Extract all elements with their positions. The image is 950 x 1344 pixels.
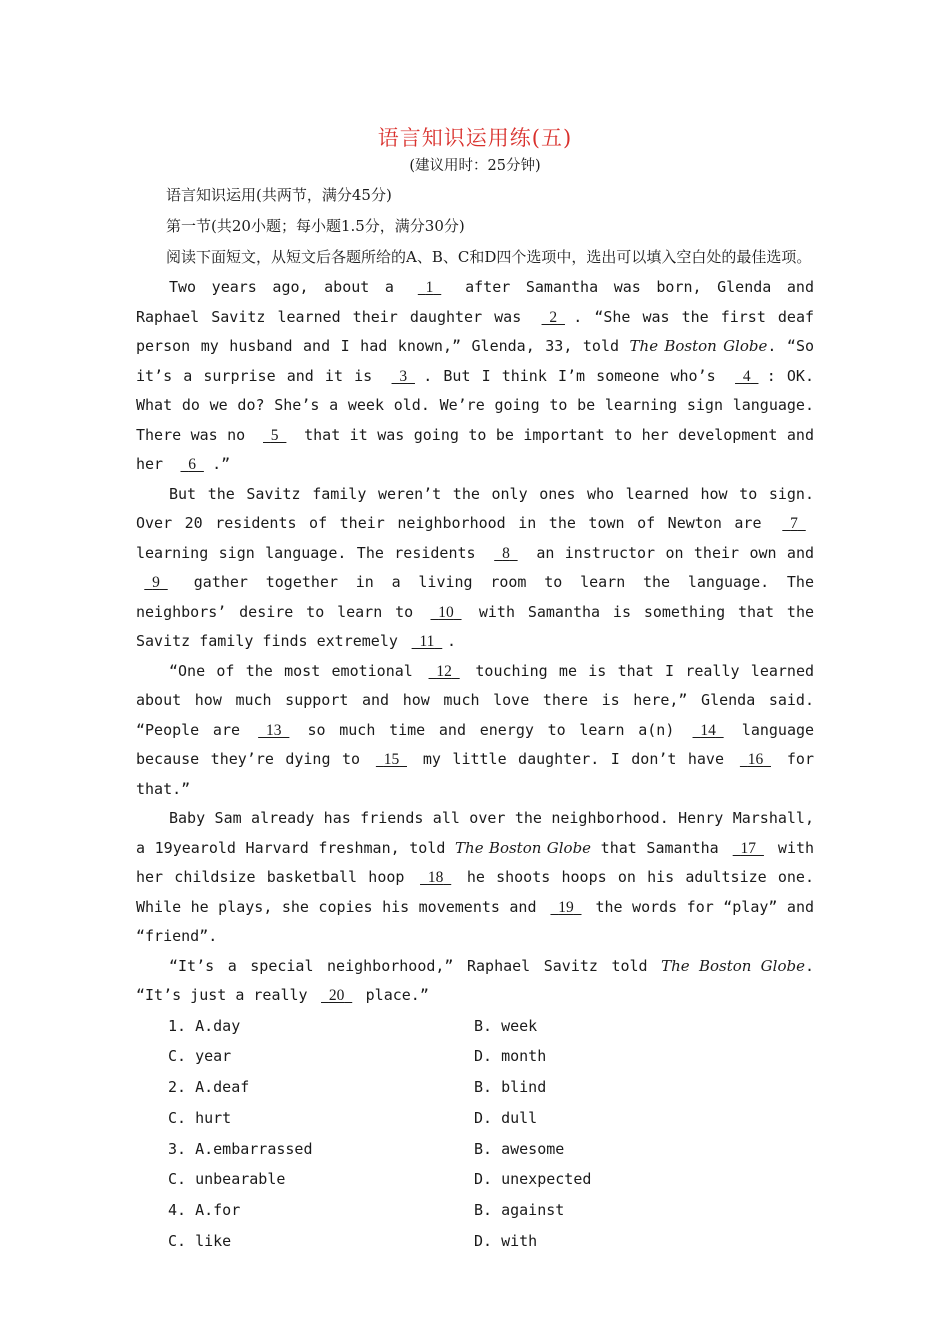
option-right: D. month — [474, 1047, 547, 1066]
blank-14: 14 — [700, 721, 716, 739]
option-left: 4. A.for — [168, 1201, 241, 1220]
option-left: 1. A.day — [168, 1016, 241, 1035]
option-row — [136, 1011, 814, 1042]
blank-13: 13 — [266, 721, 282, 739]
blank-15: 15 — [383, 751, 400, 768]
blank-17: 17 — [740, 839, 757, 857]
option-right: B. week — [474, 1016, 538, 1035]
option-right: D. unexpected — [474, 1170, 592, 1189]
blank-8: 8 — [502, 544, 510, 562]
option-left: 3. A.embarrassed — [168, 1139, 313, 1158]
option-right: B. against — [474, 1201, 565, 1220]
blank-12: 12 — [436, 662, 452, 680]
blank-3: 3 — [399, 367, 408, 385]
blank-18: 18 — [427, 869, 444, 886]
option-row — [136, 1072, 814, 1103]
option-right: D. with — [474, 1232, 538, 1251]
passage-paragraph-1: Two years ago, about a 1 after Samantha was born, Glenda and Raphael Savitz learned their daughter was 2 . “She was the first deaf person my husband and I had known,” Glenda, 33, told The Boston Globe. “So it’s a surprise and it is 3 . But I think I’m someone who’s 4 : OK. What do we do? She’s a week old. We’re going to be learning sign language. There was no 5 that it was going to be important to her development and her 6 .” — [136, 273, 814, 480]
instruction-text: 阅读下面短文，从短文后各题所给的A、B、C和D四个选项中，选出可以填入空白处的最佳选项。 — [166, 248, 812, 266]
page-title: 语言知识运用练(五) — [377, 126, 573, 150]
option-left: C. unbearable — [168, 1170, 286, 1189]
option-row — [136, 1103, 814, 1134]
option-right: D. dull — [474, 1108, 538, 1127]
blank-5: 5 — [270, 426, 279, 444]
option-row — [136, 1134, 814, 1165]
blank-7: 7 — [790, 515, 798, 532]
blank-6: 6 — [188, 456, 196, 473]
blank-16: 16 — [747, 751, 764, 768]
passage-paragraph-4: Baby Sam already has friends all over the neighborhood. Henry Marshall, a 19yearold Harvard freshman, told The Boston Globe that Samantha 17 with her childsize basketball hoop 18 he shoots hoops on his adultsize one. While he plays, she copies his movements and 19 the words for “play” and “friend”. — [136, 809, 815, 945]
publication-name: The Boston Globe — [629, 337, 768, 355]
option-row — [136, 1195, 814, 1226]
option-row — [136, 1164, 814, 1195]
part-heading: 第一节(共20小题；每小题1.5分，满分30分) — [166, 217, 465, 235]
option-left: 2. A.deaf — [168, 1078, 250, 1097]
option-row — [136, 1226, 814, 1257]
passage-paragraph-2: But the Savitz family weren’t the only ones who learned how to sign. Over 20 residents of their neighborhood in the town of Newton are 7 learning sign language. The residents 8 an instructor on their own and 9 gather together in a living room to learn the language. The neighbors’ desire to learn to 10 with Samantha is something that the Savitz family finds extremely 11 . — [136, 480, 814, 657]
blank-19: 19 — [558, 898, 574, 916]
blank-10: 10 — [438, 603, 454, 621]
blank-9: 9 — [152, 574, 160, 591]
blank-1: 1 — [425, 279, 434, 296]
suggested-time: (建议用时：25分钟) — [409, 158, 541, 174]
option-right: B. awesome — [474, 1139, 565, 1158]
option-left: C. year — [168, 1047, 232, 1066]
passage-paragraph-5: “It’s a special neighborhood,” Raphael Savitz told The Boston Globe. “It’s just a really 20 place.” — [136, 952, 814, 1011]
blank-2: 2 — [549, 308, 558, 326]
passage-paragraph-3: “One of the most emotional 12 touching me is that I really learned about how much support and how much love there is here,” Glenda said. “People are 13 so much time and energy to learn a(n) 14 language because they’re dying to 15 my little daughter. I don’t have 16 for that.” — [136, 657, 814, 805]
section-heading: 语言知识运用(共两节，满分45分) — [166, 186, 392, 204]
option-left: C. like — [168, 1232, 232, 1251]
blank-20: 20 — [328, 987, 345, 1004]
blank-4: 4 — [742, 367, 751, 385]
publication-name: The Boston Globe — [455, 838, 592, 857]
option-left: C. hurt — [168, 1108, 232, 1127]
blank-11: 11 — [419, 633, 435, 650]
document-page — [136, 118, 814, 1257]
publication-name: The Boston Globe — [661, 956, 805, 975]
answer-options — [136, 1011, 814, 1257]
option-right: B. blind — [474, 1078, 547, 1097]
option-row — [136, 1041, 814, 1072]
